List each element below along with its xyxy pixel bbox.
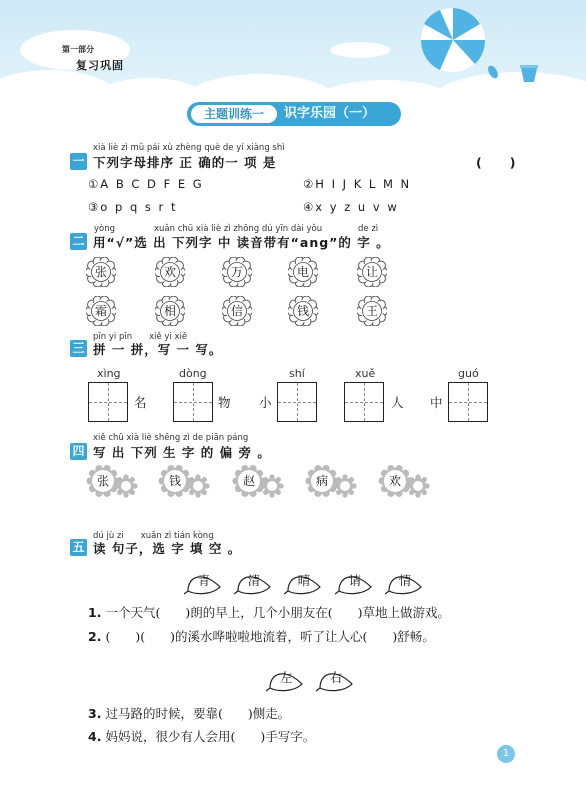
q1-option-2: ②H I J K L M N: [303, 177, 412, 191]
q1-option-3: ③o p q s r t: [88, 200, 178, 214]
gear-char-2: [158, 464, 210, 500]
section-label: 第一部分: [62, 45, 94, 54]
flower-char-row2-1[interactable]: [86, 296, 116, 326]
flower-char-row2-4[interactable]: [288, 296, 318, 326]
q3-item-2-pinyin: dòng: [179, 367, 207, 380]
q5-sentence-3: 3. 过马路的时候，要靠( )侧走。: [88, 706, 291, 721]
q3-item-5-pinyin: guó: [458, 367, 479, 380]
q4-pinyin: xiě chū xià liè shēng zì de piān páng: [93, 433, 249, 443]
flower-char-row2-2[interactable]: [155, 296, 185, 326]
q2-pinyin-3: de zì: [358, 224, 379, 234]
leaf-char: 右: [329, 670, 343, 685]
q1-question: 下列字母排序 正 确的一 项 是: [93, 155, 277, 170]
q5-question: 读 句子，选 字 填 空 。: [93, 541, 242, 556]
q5-pinyin: dú jù zi xuǎn zì tián kòng: [93, 531, 214, 541]
q3-item-3-pinyin: shí: [289, 367, 305, 380]
leaf-option-4: [335, 565, 375, 595]
leaf-option-lr-2: [316, 662, 356, 692]
q3-item-1-char: 名: [134, 395, 147, 410]
gear-char-label: 钱: [168, 474, 181, 488]
flower-char-row2-5[interactable]: [357, 296, 387, 326]
flower-char-row1-3[interactable]: [222, 257, 252, 287]
q1-answer-paren: ( ): [476, 155, 517, 170]
char-label: 欢: [163, 265, 176, 279]
topic-label: 主题训练一: [191, 105, 277, 123]
char-label: 万: [230, 265, 243, 279]
flower-char-row1-4[interactable]: [288, 257, 318, 287]
char-label: 让: [365, 265, 378, 279]
flower-char-row1-5[interactable]: [357, 257, 387, 287]
leaf-char: 清: [247, 573, 261, 588]
bucket-icon: [518, 62, 540, 84]
q1-number-icon: 一: [70, 153, 87, 170]
q5-sentence-1: 1. 一个天气( )朗的早上，几个小朋友在( )草地上做游戏。: [88, 605, 450, 620]
gear-char-label: 张: [96, 474, 109, 488]
leaf-char: 左: [279, 670, 293, 685]
writing-grid-2[interactable]: [173, 382, 213, 422]
q3-item-1-pinyin: xìng: [97, 367, 121, 380]
q3-question: 拼 一 拼，写 一 写。: [93, 342, 223, 357]
q3-pinyin: pīn yi pīn xiě yi xiě: [93, 332, 188, 342]
gear-char-label: 病: [315, 474, 328, 488]
q2-number-icon: 二: [70, 233, 87, 250]
q1-pinyin: xià liè zì mǔ pái xù zhèng què de yí xiàng shì: [93, 143, 285, 153]
page-number: 1: [497, 745, 515, 763]
q5-sentence-4: 4. 妈妈说，很少有人会用( )手写字。: [88, 729, 316, 744]
q4-question: 写 出 下列 生 字 的 偏 旁 。: [93, 445, 271, 460]
char-label: 霜: [94, 304, 107, 318]
leaf-char: 请: [348, 573, 362, 588]
umbrella-icon: [410, 4, 496, 74]
q4-number-icon: 四: [70, 443, 87, 460]
leaf-char: 情: [398, 573, 412, 588]
q3-item-3-char: 小: [259, 395, 272, 410]
section-title: 复习巩固: [76, 59, 124, 72]
writing-grid-1[interactable]: [88, 382, 128, 422]
leaf-option-2: [234, 565, 274, 595]
char-label: 钱: [296, 304, 309, 318]
q1-option-4: ④x y z u v w: [303, 200, 399, 214]
topic-title: 识字乐园（一）: [284, 106, 376, 121]
writing-grid-5[interactable]: [448, 382, 488, 422]
writing-grid-3[interactable]: [277, 382, 317, 422]
gear-char-5: [378, 464, 430, 500]
q2-question: 用“√”选 出 下列字 中 读音带有“ang”的 字 。: [93, 235, 390, 250]
q3-item-5-char: 中: [430, 395, 443, 410]
gear-char-3: [232, 464, 284, 500]
leaf-option-1: [184, 565, 224, 595]
leaf-char: 青: [197, 573, 211, 588]
page-header: [0, 0, 586, 100]
q1-option-1: ①A B C D F E G: [88, 177, 204, 191]
gear-char-4: [305, 464, 357, 500]
gear-char-label: 赵: [242, 474, 255, 488]
flower-char-row2-3[interactable]: [222, 296, 252, 326]
q3-item-4-pinyin: xuě: [355, 367, 376, 380]
q3-number-icon: 三: [70, 340, 87, 357]
flower-char-row1-1[interactable]: [86, 257, 116, 287]
q2-pinyin-1: yòng: [94, 224, 116, 234]
writing-grid-4[interactable]: [344, 382, 384, 422]
flip-flop-icon: [486, 62, 506, 82]
q5-number-icon: 五: [70, 539, 87, 556]
q2-pinyin-2: xuǎn chū xià liè zì zhōng dú yīn dài yǒu: [154, 224, 323, 234]
q3-item-4-char: 人: [391, 395, 404, 410]
leaf-char: 晴: [297, 573, 311, 588]
char-label: 信: [230, 304, 243, 318]
q3-item-2-char: 物: [218, 395, 231, 410]
leaf-option-5: [385, 565, 425, 595]
flower-char-row1-2[interactable]: [155, 257, 185, 287]
gear-char-1: [86, 464, 138, 500]
q5-sentence-2: 2. ( )( )的溪水哗啦啦地流着，听了让人心( )舒畅。: [88, 629, 435, 644]
leaf-option-3: [284, 565, 324, 595]
leaf-option-lr-1: [266, 662, 306, 692]
gear-char-label: 欢: [388, 474, 401, 488]
char-label: 张: [94, 265, 107, 279]
char-label: 相: [163, 304, 176, 318]
char-label: 王: [365, 304, 378, 318]
char-label: 电: [296, 265, 309, 279]
